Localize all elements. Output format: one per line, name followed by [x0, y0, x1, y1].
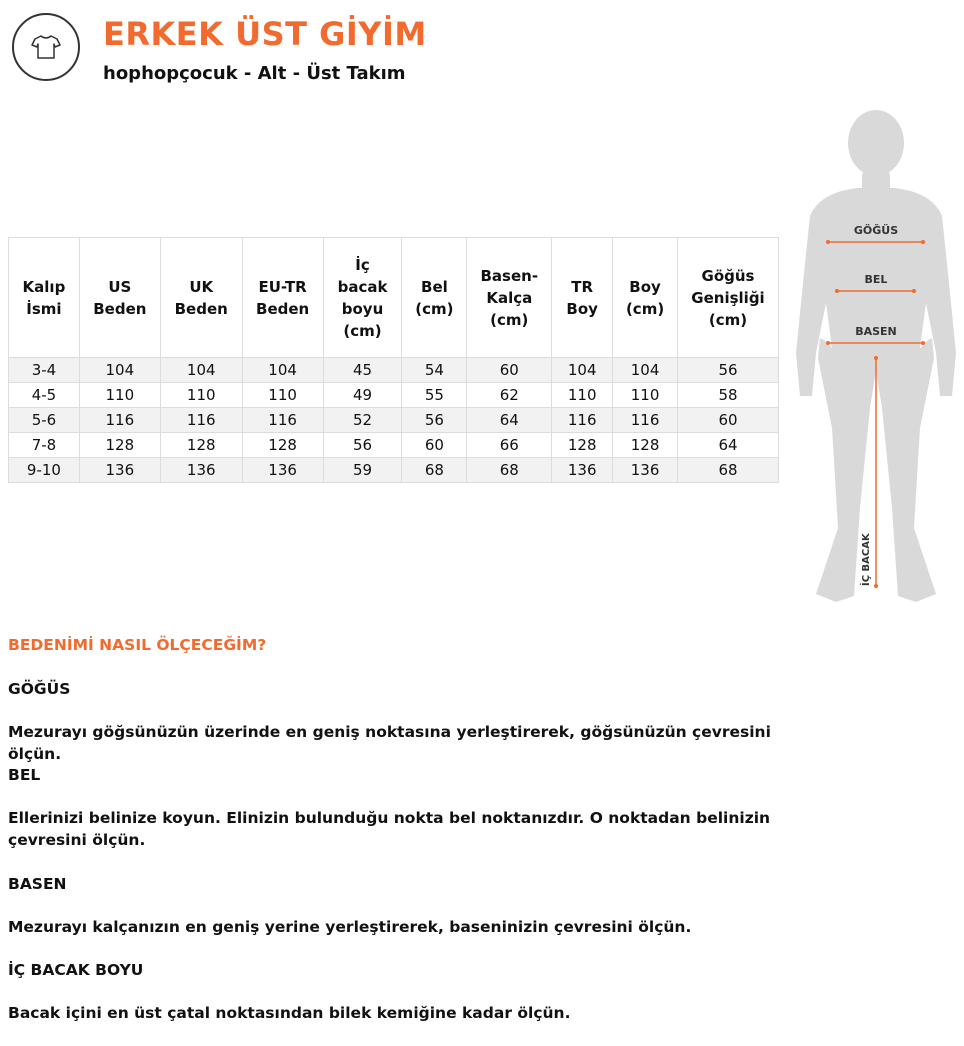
chest-label: GÖĞÜS	[853, 224, 899, 237]
size-table	[8, 237, 779, 483]
table-cell: 128	[242, 433, 323, 458]
table-cell: 55	[402, 383, 467, 408]
table-cell: 4-5	[9, 383, 80, 408]
table-row	[9, 433, 779, 458]
table-cell: 116	[613, 408, 678, 433]
table-cell: 104	[613, 358, 678, 383]
table-cell: 62	[467, 383, 552, 408]
table-cell: 66	[467, 433, 552, 458]
table-cell: 54	[402, 358, 467, 383]
table-cell: 104	[552, 358, 613, 383]
table-cell: 59	[323, 458, 402, 483]
page-subtitle: hophopçocuk - Alt - Üst Takım	[103, 63, 406, 84]
table-row	[9, 408, 779, 433]
hip-title: BASEN	[8, 875, 67, 893]
waist-label: BEL	[864, 273, 888, 286]
inseam-label: İÇ BACAK	[861, 533, 872, 586]
table-cell: 60	[467, 358, 552, 383]
inseam-text: Bacak içini en üst çatal noktasından bilek kemiğine kadar ölçün.	[8, 1004, 571, 1022]
table-cell: 110	[160, 383, 242, 408]
table-cell: 110	[79, 383, 160, 408]
table-cell: 64	[467, 408, 552, 433]
column-header: Kalıp İsmi	[9, 238, 80, 358]
table-cell: 128	[79, 433, 160, 458]
table-cell: 116	[79, 408, 160, 433]
table-header-row	[9, 238, 779, 358]
table-cell: 128	[160, 433, 242, 458]
column-header: İç bacak boyu (cm)	[323, 238, 402, 358]
table-cell: 136	[242, 458, 323, 483]
table-cell: 136	[613, 458, 678, 483]
chest-title: GÖĞÜS	[8, 680, 71, 698]
column-header: TR Boy	[552, 238, 613, 358]
waist-title: BEL	[8, 766, 41, 784]
column-header: EU-TR Beden	[242, 238, 323, 358]
page-title: ERKEK ÜST GİYİM	[103, 15, 427, 53]
table-cell: 116	[160, 408, 242, 433]
table-cell: 45	[323, 358, 402, 383]
table-cell: 110	[242, 383, 323, 408]
guide-heading: BEDENİMİ NASIL ÖLÇECEĞİM?	[8, 636, 267, 654]
table-cell: 110	[613, 383, 678, 408]
table-cell: 136	[552, 458, 613, 483]
hip-text: Mezurayı kalçanızın en geniş yerine yerleştirerek, baseninizin çevresini ölçün.	[8, 918, 692, 936]
column-header: Basen- Kalça (cm)	[467, 238, 552, 358]
table-cell: 58	[678, 383, 779, 408]
brand-logo	[12, 13, 80, 81]
table-cell: 64	[678, 433, 779, 458]
chest-text: Mezurayı göğsünüzün üzerinde en geniş noktasına yerleştirerek, göğsünüzün çevresini ölçün.	[8, 723, 771, 763]
waist-text: Ellerinizi belinize koyun. Elinizin bulunduğu nokta bel noktanızdır. O noktadan belinizin çevresini ölçün.	[8, 809, 771, 849]
table-cell: 7-8	[9, 433, 80, 458]
column-header: Boy (cm)	[613, 238, 678, 358]
table-row	[9, 358, 779, 383]
table-cell: 9-10	[9, 458, 80, 483]
body-measurement-figure	[790, 108, 962, 608]
table-cell: 104	[79, 358, 160, 383]
table-cell: 116	[242, 408, 323, 433]
table-cell: 68	[467, 458, 552, 483]
table-cell: 68	[678, 458, 779, 483]
table-cell: 49	[323, 383, 402, 408]
column-header: Göğüs Genişliği (cm)	[678, 238, 779, 358]
table-cell: 52	[323, 408, 402, 433]
table-cell: 128	[613, 433, 678, 458]
table-cell: 116	[552, 408, 613, 433]
inseam-title: İÇ BACAK BOYU	[8, 961, 144, 979]
column-header: US Beden	[79, 238, 160, 358]
table-cell: 60	[402, 433, 467, 458]
table-cell: 136	[160, 458, 242, 483]
table-row	[9, 383, 779, 408]
inseam-measure-line	[874, 356, 878, 588]
table-cell: 110	[552, 383, 613, 408]
table-cell: 60	[678, 408, 779, 433]
table-cell: 5-6	[9, 408, 80, 433]
table-cell: 56	[402, 408, 467, 433]
column-header: UK Beden	[160, 238, 242, 358]
table-cell: 136	[79, 458, 160, 483]
table-cell: 3-4	[9, 358, 80, 383]
table-cell: 56	[323, 433, 402, 458]
table-cell: 68	[402, 458, 467, 483]
table-cell: 128	[552, 433, 613, 458]
table-row	[9, 458, 779, 483]
tshirt-icon	[31, 33, 61, 61]
table-cell: 104	[242, 358, 323, 383]
hip-label: BASEN	[855, 325, 897, 338]
column-header: Bel (cm)	[402, 238, 467, 358]
table-cell: 104	[160, 358, 242, 383]
table-cell: 56	[678, 358, 779, 383]
